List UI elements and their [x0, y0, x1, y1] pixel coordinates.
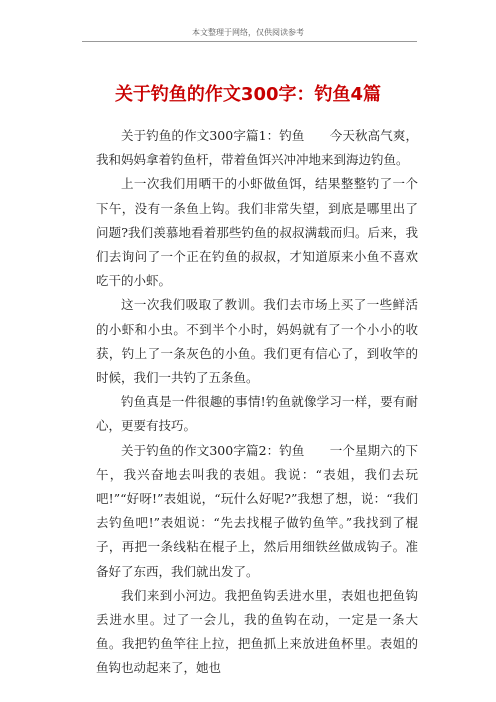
paragraph: 我们来到小河边。我把鱼钩丢进水里，表姐也把鱼钩丢进水里。过了一会儿，我的鱼钩在动，一定是一条大鱼。我把钓鱼竿往上拉，把鱼抓上来放进鱼杯里。表姐的鱼钩也动起来了，她也 [96, 587, 418, 676]
article-body [96, 124, 418, 681]
paragraph: 关于钓鱼的作文300字篇1：钓鱼 今天秋高气爽，我和妈妈拿着钓鱼杆，带着鱼饵兴冲冲地来到海边钓鱼。 [96, 128, 418, 168]
article-title: 关于钓鱼的作文300字：钓鱼4篇 [114, 84, 382, 105]
paragraph: 钓鱼真是一件很趣的事情!钓鱼就像学习一样，要有耐心，更要有技巧。 [96, 394, 418, 434]
paragraph: 上一次我们用晒干的小虾做鱼饵，结果整整钓了一个下午，没有一条鱼上钩。我们非常失望，到底是哪里出了问题?我们羡慕地看着那些钓鱼的叔叔满载而归。后来，我们去询问了一个正在钓鱼的叔叔，才知道原来小鱼不喜欢吃干的小虾。 [96, 176, 418, 289]
paragraph: 关于钓鱼的作文300字篇2：钓鱼 一个星期六的下午，我兴奋地去叫我的表姐。我说：“表姐，我们去玩吧!”“好呀!”表姐说，“玩什么好呢?”我想了想，说：“我们去钓鱼吧!”表姐说：“先去找棍子做钓鱼竿。”我找到了棍子，再把一条线粘在棍子上，然后用细铁丝做成钩子。准备好了东西，我们就出发了。 [96, 442, 418, 579]
header-note: 本文整理于网络，仅供阅读参考 [192, 28, 304, 37]
paragraph: 这一次我们吸取了教训。我们去市场上买了一些鲜活的小虾和小虫。不到半个小时，妈妈就有了一个小小的收获，钓上了一条灰色的小鱼。我们更有信心了，到收竿的时候，我们一共钓了五条鱼。 [96, 297, 418, 386]
header-divider [82, 41, 417, 42]
